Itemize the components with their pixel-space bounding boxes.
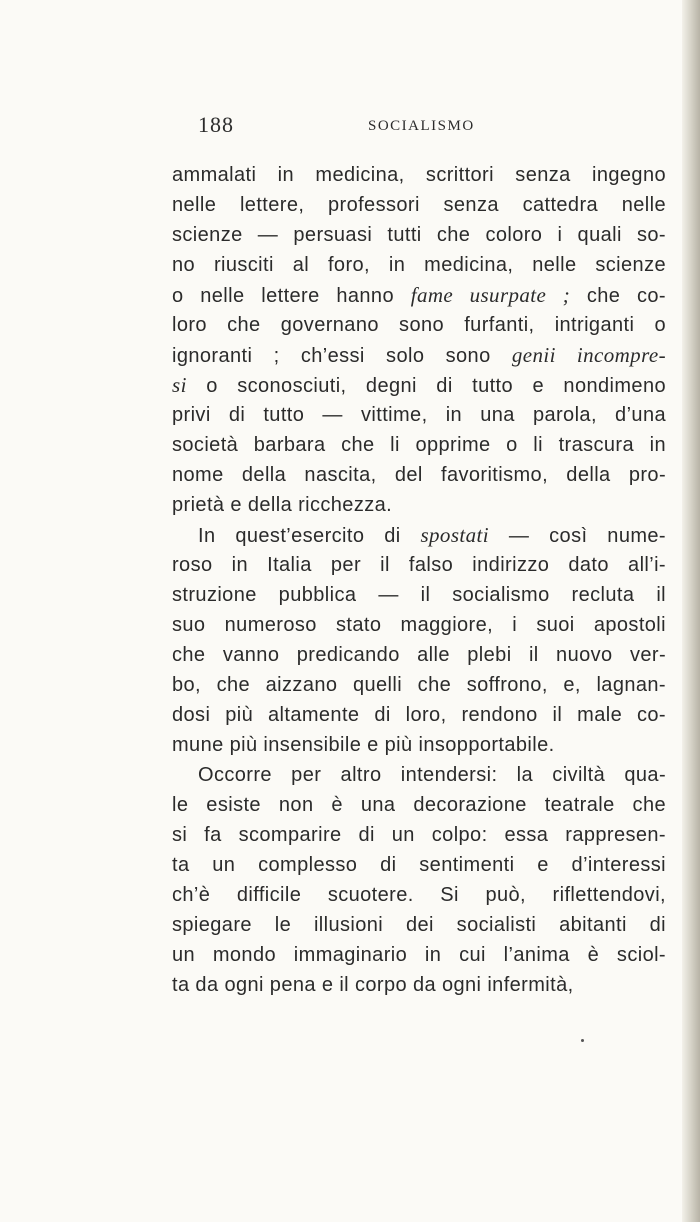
text-run: Occorre per altro intendersi: la civiltà qua- bbox=[198, 764, 666, 786]
text-line bbox=[172, 610, 666, 640]
text-run: — così nume- bbox=[489, 525, 666, 547]
text-line bbox=[172, 520, 666, 550]
running-head bbox=[198, 112, 670, 142]
text-line bbox=[172, 580, 666, 610]
text-line bbox=[172, 400, 666, 430]
text-line bbox=[172, 250, 666, 280]
italic-phrase: spostati bbox=[420, 523, 490, 547]
text-run: si fa scomparire di un colpo: essa rappresen- bbox=[172, 824, 666, 846]
text-line bbox=[172, 220, 666, 250]
page-edge-shadow bbox=[682, 0, 700, 1222]
text-line bbox=[172, 640, 666, 670]
text-run: no riusciti al foro, in medicina, nelle scienze bbox=[172, 254, 666, 276]
text-run: struzione pubblica — il socialismo recluta il bbox=[172, 584, 666, 606]
text-run: le esiste non è una decorazione teatrale che bbox=[172, 794, 666, 816]
text-line bbox=[172, 850, 666, 880]
text-line bbox=[172, 160, 666, 190]
text-line bbox=[172, 190, 666, 220]
text-run: o sconosciuti, degni di tutto e nondimeno bbox=[186, 375, 666, 397]
text-run: nelle lettere, professori senza cattedra nelle bbox=[172, 194, 666, 216]
body-text bbox=[172, 160, 666, 1000]
text-line bbox=[172, 820, 666, 850]
text-line bbox=[172, 670, 666, 700]
text-run: prietà e della ricchezza. bbox=[172, 494, 393, 516]
text-line bbox=[172, 910, 666, 940]
text-run: nome della nascita, del favoritismo, della pro- bbox=[172, 464, 666, 486]
text-line bbox=[172, 430, 666, 460]
text-line bbox=[172, 940, 666, 970]
text-line bbox=[172, 370, 666, 400]
text-line bbox=[172, 340, 666, 370]
text-line bbox=[172, 700, 666, 730]
text-run: In quest’esercito di bbox=[198, 525, 421, 547]
text-run: ch’è difficile scuotere. Si può, riflettendovi, bbox=[172, 884, 666, 906]
text-line bbox=[172, 730, 666, 760]
running-title: SOCIALISMO bbox=[368, 118, 475, 134]
text-run: suo numeroso stato maggiore, i suoi apostoli bbox=[172, 614, 666, 636]
text-line bbox=[172, 760, 666, 790]
text-run: bo, che aizzano quelli che soffrono, e, lagnan- bbox=[172, 674, 666, 696]
text-line bbox=[172, 490, 666, 520]
text-line bbox=[172, 460, 666, 490]
text-line bbox=[172, 880, 666, 910]
text-run: società barbara che li opprime o li trascura in bbox=[172, 434, 666, 456]
text-run: privi di tutto — vittime, in una parola, d’una bbox=[172, 404, 666, 426]
text-run: un mondo immaginario in cui l’anima è sciol- bbox=[172, 944, 666, 966]
text-run: dosi più altamente di loro, rendono il male co- bbox=[172, 704, 666, 726]
print-speck bbox=[581, 1039, 584, 1042]
text-run: ta un complesso di sentimenti e d’interessi bbox=[172, 854, 666, 876]
italic-phrase: genii incompre- bbox=[511, 343, 666, 367]
text-line bbox=[172, 310, 666, 340]
italic-phrase: fame usurpate ; bbox=[410, 283, 571, 307]
text-run: scienze — persuasi tutti che coloro i quali so- bbox=[172, 224, 666, 246]
text-line bbox=[172, 790, 666, 820]
italic-phrase: si bbox=[172, 373, 187, 397]
text-run: che vanno predicando alle plebi il nuovo ver- bbox=[172, 644, 666, 666]
text-run: roso in Italia per il falso indirizzo dato all’i- bbox=[172, 554, 666, 576]
text-run: che co- bbox=[570, 285, 666, 307]
text-run: o nelle lettere hanno bbox=[172, 285, 411, 307]
page-number: 188 bbox=[198, 112, 234, 137]
text-run: mune più insensibile e più insopportabile. bbox=[172, 734, 555, 756]
text-line bbox=[172, 550, 666, 580]
text-run: ta da ogni pena e il corpo da ogni infermità, bbox=[172, 974, 574, 996]
text-line bbox=[172, 970, 666, 1000]
text-run: spiegare le illusioni dei socialisti abitanti di bbox=[172, 914, 666, 936]
text-line bbox=[172, 280, 666, 310]
text-run: ignoranti ; ch’essi solo sono bbox=[172, 345, 512, 367]
text-run: ammalati in medicina, scrittori senza ingegno bbox=[172, 164, 666, 186]
text-run: loro che governano sono furfanti, intriganti o bbox=[172, 314, 666, 336]
